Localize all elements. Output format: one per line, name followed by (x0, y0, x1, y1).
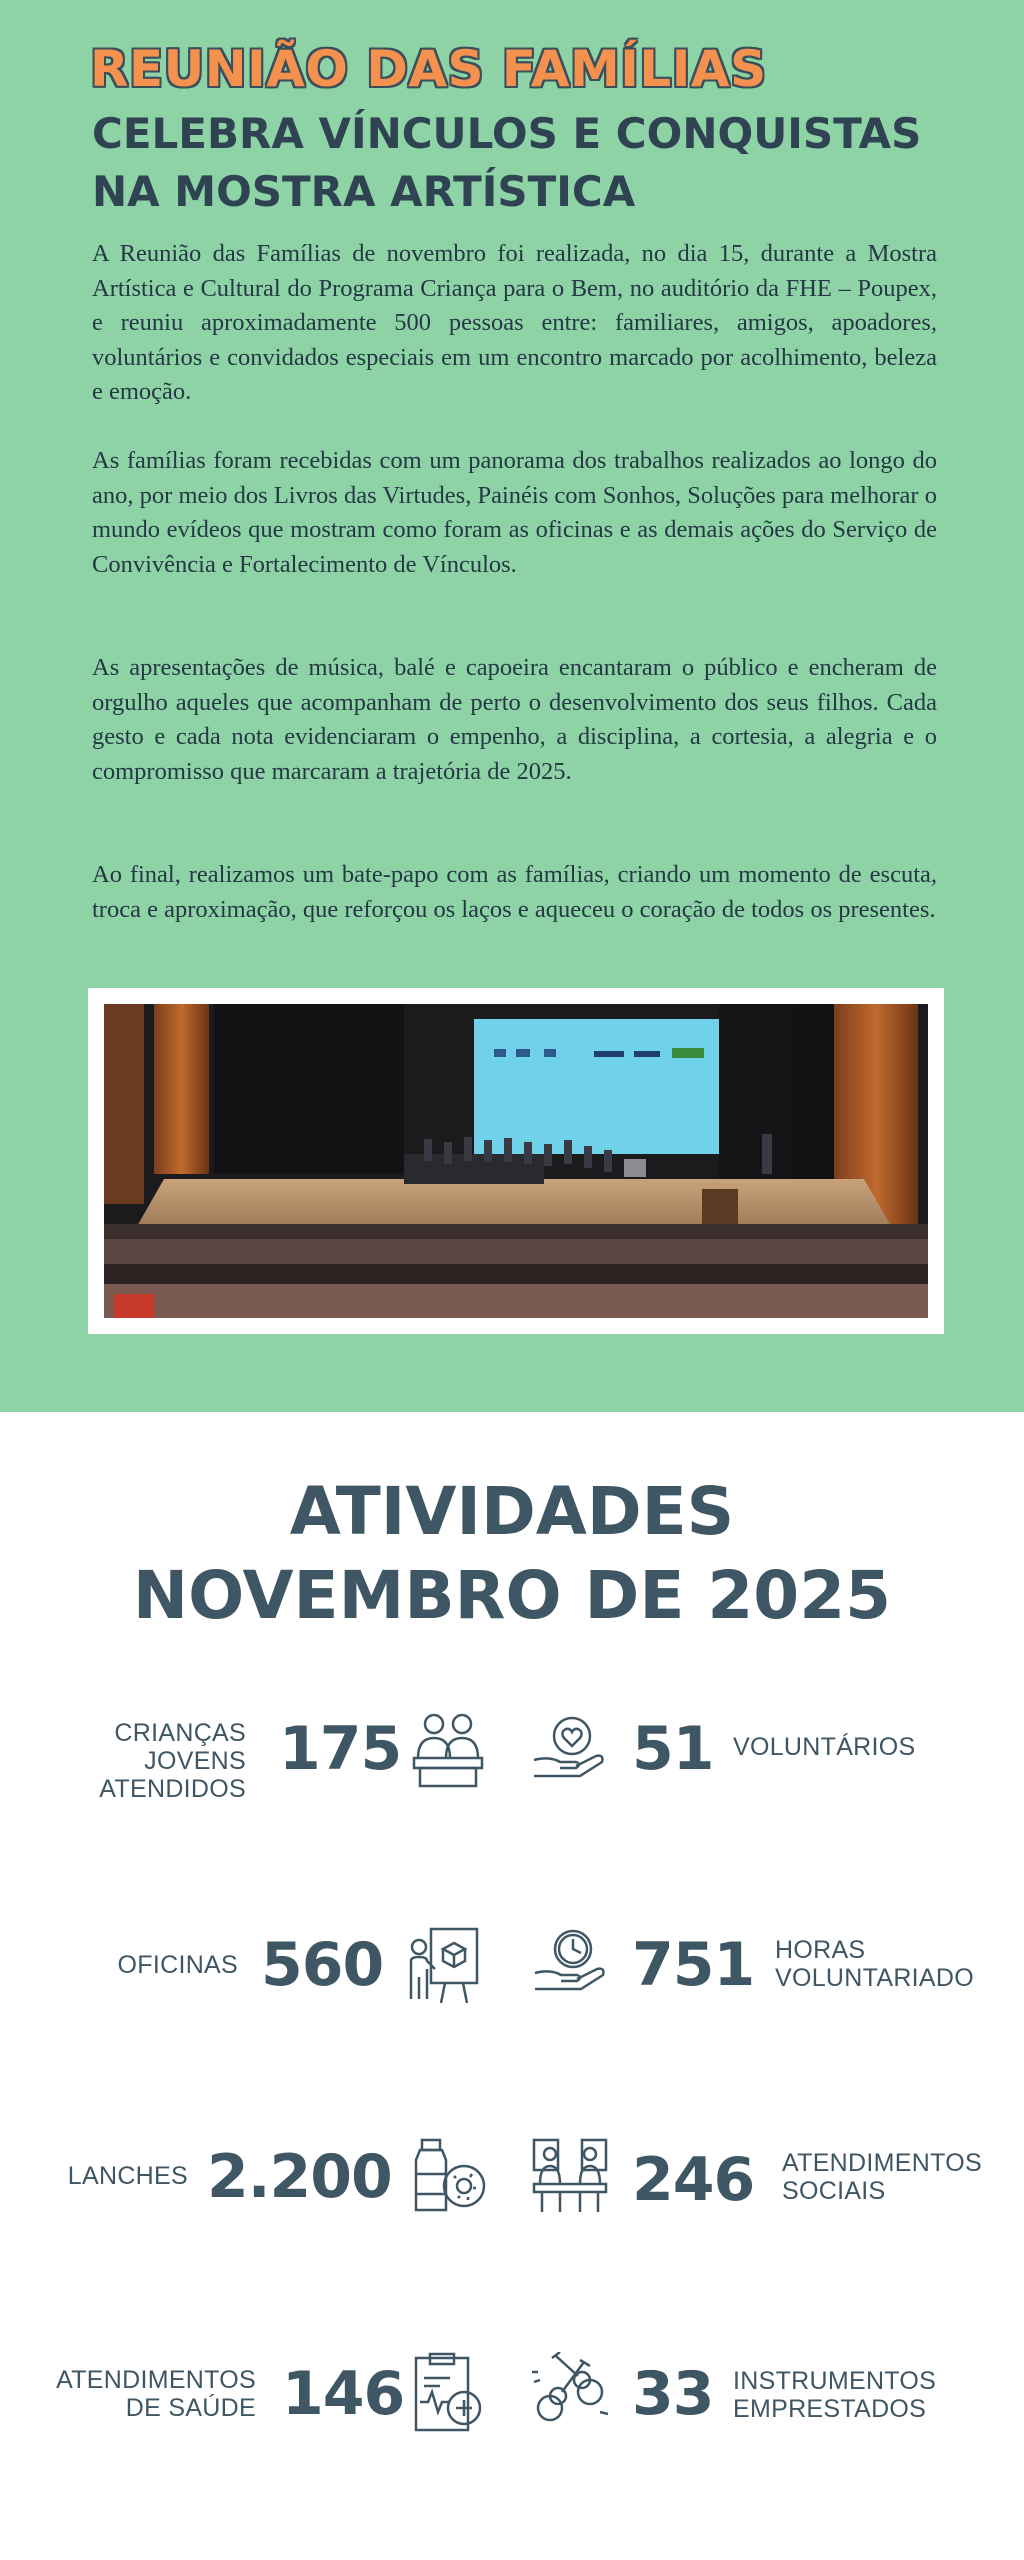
stat-label-line: SOCIAIS (782, 2177, 886, 2205)
snack-icon (410, 2136, 488, 2216)
children-icon (410, 1710, 486, 1790)
stat-label-volunteers: VOLUNTÁRIOS (733, 1733, 916, 1761)
stat-label-health (20, 2366, 256, 2422)
presentation-icon (405, 1925, 483, 2007)
stat-label-line: ATENDIMENTOS (782, 2149, 982, 2177)
stat-label-social (782, 2149, 1022, 2205)
health-record-icon (410, 2352, 486, 2434)
stat-label-children (20, 1719, 246, 1803)
stat-value-health: 146 (282, 2359, 405, 2429)
stat-label-line: HORAS (775, 1936, 866, 1964)
guitars-icon (528, 2352, 612, 2428)
headline-line-2: NA MOSTRA ARTÍSTICA (92, 167, 636, 216)
stat-value-hours: 751 (632, 1930, 755, 2000)
stat-value-workshops: 560 (261, 1930, 384, 2000)
article-paragraph: Ao final, realizamos um bate-papo com as famílias, criando um momento de escuta, troca e aproximação, que reforçou os laços e aqueceu o coração de todos os presentes. (92, 861, 937, 923)
article-paragraph: As apresentações de música, balé e capoeira encantaram o público e encheram de orgulho aqueles que acompanham de perto o desenvolvimento dos seus filhos. Cada gesto e cada nota evidenciaram o empenho, a disciplina, a cortesia, a alegria e o compromisso que marcaram a trajetória de 2025. (92, 654, 937, 785)
event-photo (104, 1004, 928, 1318)
article-paragraph: As famílias foram recebidas com um panorama dos trabalhos realizados ao longo do ano, por meio dos Livros das Virtudes, Painéis com Sonhos, Soluções para melhorar o mundo evídeos que mostram como foram as oficinas e as demais ações do Serviço de Convivência e Fortalecimento de Vínculos. (92, 447, 937, 578)
headline-line-1: CELEBRA VÍNCULOS E CONQUISTAS (92, 109, 922, 158)
stat-value-instruments: 33 (632, 2359, 714, 2429)
stat-label-line: DE SAÚDE (125, 2394, 256, 2422)
kicker-title: REUNIÃO DAS FAMÍLIAS (90, 40, 767, 98)
stat-label-line: INSTRUMENTOS (733, 2367, 937, 2395)
activities-title (0, 1470, 1024, 1638)
stat-label-line: ATENDIDOS (99, 1775, 246, 1803)
clock-hand-icon (531, 1925, 611, 1995)
event-photo-frame (88, 988, 944, 1334)
stat-label-line: EMPRESTADOS (733, 2395, 927, 2423)
stat-label-snacks: LANCHES (67, 2162, 188, 2190)
activities-title-line-1: ATIVIDADES (289, 1473, 735, 1550)
meeting-icon (530, 2136, 610, 2216)
stat-label-line: ATENDIMENTOS (56, 2366, 256, 2394)
stat-value-volunteers: 51 (632, 1714, 714, 1784)
stat-label-line: VOLUNTARIADO (775, 1964, 974, 1992)
stat-value-snacks: 2.200 (207, 2142, 392, 2212)
stat-label-hours (775, 1936, 1015, 1992)
stat-label-line: CRIANÇAS JOVENS (114, 1719, 246, 1775)
stat-label-workshops: OFICINAS (117, 1951, 238, 1979)
stat-value-social: 246 (632, 2145, 755, 2215)
headline (92, 105, 952, 221)
stat-value-children: 175 (279, 1714, 402, 1784)
activities-title-line-2: NOVEMBRO DE 2025 (132, 1557, 892, 1634)
stat-label-instruments (733, 2367, 993, 2423)
article-paragraph: A Reunião das Famílias de novembro foi realizada, no dia 15, durante a Mostra Artística e Cultural do Programa Criança para o Bem, no auditório da FHE – Poupex, e reuniu aproximadamente 500 pessoas entre: familiares, amigos, apoadores, voluntários e convidados especiais em um encontro marcado por acolhimento, beleza e emoção. (92, 240, 937, 405)
heart-hand-icon (530, 1712, 610, 1782)
